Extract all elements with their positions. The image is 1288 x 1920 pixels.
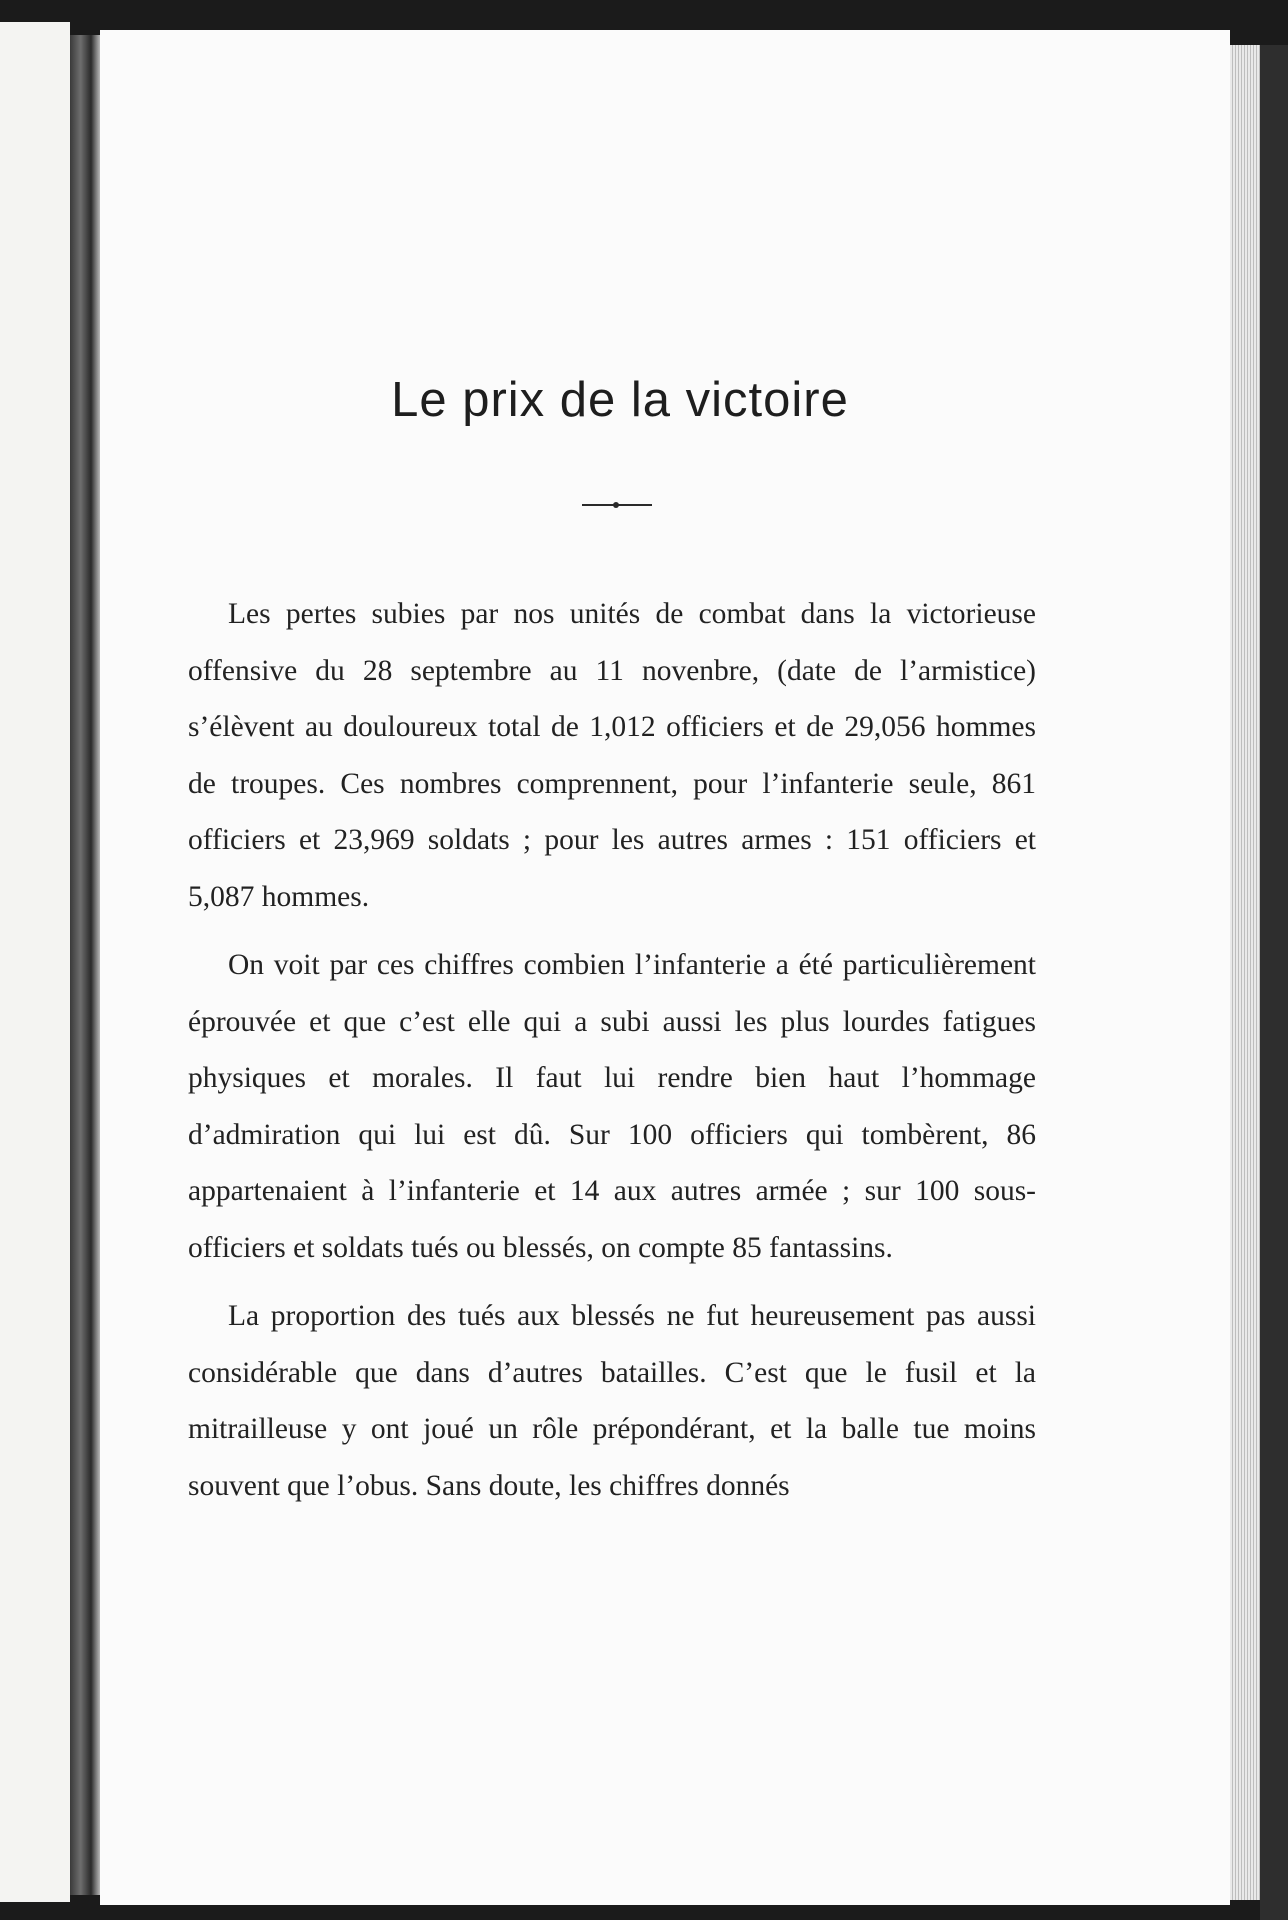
title-divider [582, 504, 652, 506]
body-text [188, 586, 1036, 1526]
paragraph-1: Les pertes subies par nos unités de combat dans la victorieuse offensive du 28 septembre au 11 novenbre, (date de l’armistice) s’élèvent au douloureux total de 1,012 officiers et de 29,056 hommes de troupes. Ces nombres comprennent, pour l’infanterie seule, 861 officiers et 23,969 soldats ; pour les autres armes : 151 officiers et 5,087 hommes. [188, 598, 1036, 913]
divider-dot [613, 502, 619, 508]
book-gutter [70, 35, 100, 1895]
page-stack-edge [1230, 45, 1260, 1900]
page-title: Le prix de la victoire [391, 373, 849, 427]
paragraph-2: On voit par ces chiffres combien l’infanterie a été particulièrement éprouvée et que c’est elle qui a subi aussi les plus lourdes fatigues physiques et morales. Il faut lui rendre bien haut l’hommage d’admiration qui lui est dû. Sur 100 officiers qui tombèrent, 86 appartenaient à l’infanterie et 14 aux autres armée ; sur 100 sous-officiers et soldats tués ou blessés, on compte 85 fantassins. [188, 949, 1036, 1264]
paragraph-3: La proportion des tués aux blessés ne fut heureusement pas aussi considérable que dans d’autres batailles. C’est que le fusil et la mitrailleuse y ont joué un rôle prépondérant, et la balle tue moins souvent que l’obus. Sans doute, les chiffres donnés [188, 1300, 1036, 1502]
book-cover-edge [1260, 45, 1288, 1920]
facing-page-edge [0, 22, 70, 1902]
